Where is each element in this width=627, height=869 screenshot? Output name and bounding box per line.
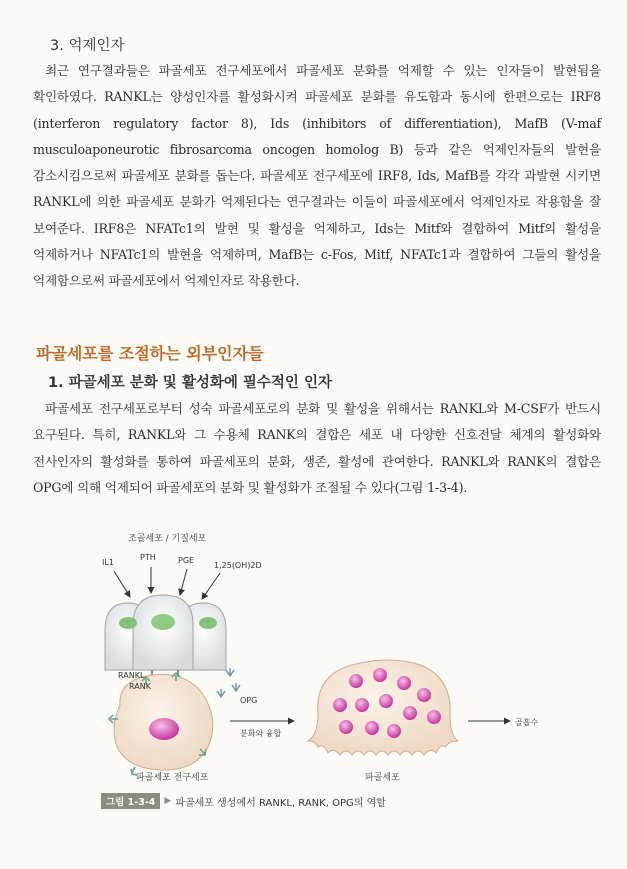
- rankl-label: RANKL: [118, 671, 145, 680]
- osteoclast-cell: [308, 660, 458, 755]
- factor-pth: PTH: [140, 553, 156, 562]
- osteoclast-precursor-cell: [109, 673, 213, 775]
- figure-caption: [101, 793, 386, 809]
- precursor-label: 파골세포 전구세포: [136, 773, 209, 783]
- factor-arrows: [114, 567, 220, 599]
- section1-paragraph: 파골세포 전구세포로부터 성숙 파골세포로의 분화 및 활성을 위해서는 RANKL와 M-CSF가 반드시 요구된다. 특히, RANKL와 그 수용체 RANK의 결합은 세포 내 다양한 신호전달 체계의 활성화와 전사인자의 활성화를 통하여 파골세포의 분화, 생존, 활성에 관여한다. RANKL와 RANK의 결합은 OPG에 의해 억제되어 파골세포의 분화 및 활성화가 조절될 수 있다(그림 1-3-4).: [33, 401, 601, 495]
- factor-vitd: 1,25(OH)2D: [214, 561, 262, 570]
- rank-label: RANK: [129, 682, 151, 691]
- factor-pge: PGE: [178, 556, 195, 565]
- figure-rankl-rank-opg: [90, 525, 560, 815]
- caption-tag: 그림 1-3-4: [101, 793, 160, 809]
- factor-il1: IL1: [102, 558, 114, 567]
- osteoclast-label: 파골세포: [365, 773, 400, 783]
- section1-title: 1. 파골세포 분화 및 활성화에 필수적인 인자: [48, 375, 333, 391]
- osteoblast-label: 조골세포 / 기질세포: [128, 534, 207, 544]
- opg-label: OPG: [240, 696, 258, 705]
- caption-arrow-icon: ▶: [164, 796, 172, 806]
- section3-title: 3. 억제인자: [50, 38, 125, 54]
- opg-molecules: [217, 668, 240, 697]
- caption-text: 파골세포 생성에서 RANKL, RANK, OPG의 역할: [175, 797, 386, 809]
- osteoblast-cells: [105, 595, 226, 670]
- section3-paragraph: 최근 연구결과들은 파골세포 전구세포에서 파골세포 분화를 억제할 수 있는 인자들이 발현됨을 확인하였다. RANKL는 양성인자를 활성화시켜 파골세포 분화를 유도함과 동시에 한편으로는 IRF8 (interferon regulatory factor 8), Ids (inhibitors of differentiation), MafB (V-maf musculoaponeurotic fibrosarcoma oncogen homolog B) 등과 같은 억제인자들의 발현을 감소시킴으로써 파골세포 분화를 돕는다. 파골세포 전구세포에 IRF8, Ids, MafB를 각각 과발현 시키면 RANKL에 의한 파골세포 분화가 억제된다는 연구결과는 이들이 파골세포에서 억제인자로 작용함을 잘 보여준다. IRF8은 NFATc1의 발현 및 활성을 억제하고, Ids는 Mitf와 결합하여 Mitf의 활성을 억제하거나 NFATc1의 발현을 억제하며, MafB는 c-Fos, Mitf, NFATc1과 결합하여 그들의 활성을 억제함으로써 파골세포에서 억제인자로 작용한다.: [33, 63, 601, 289]
- chapter-heading: 파골세포를 조절하는 외부인자들: [36, 344, 264, 363]
- process-label: 분화와 융합: [240, 729, 282, 738]
- bone-resorption-label: 골흡수: [515, 718, 539, 727]
